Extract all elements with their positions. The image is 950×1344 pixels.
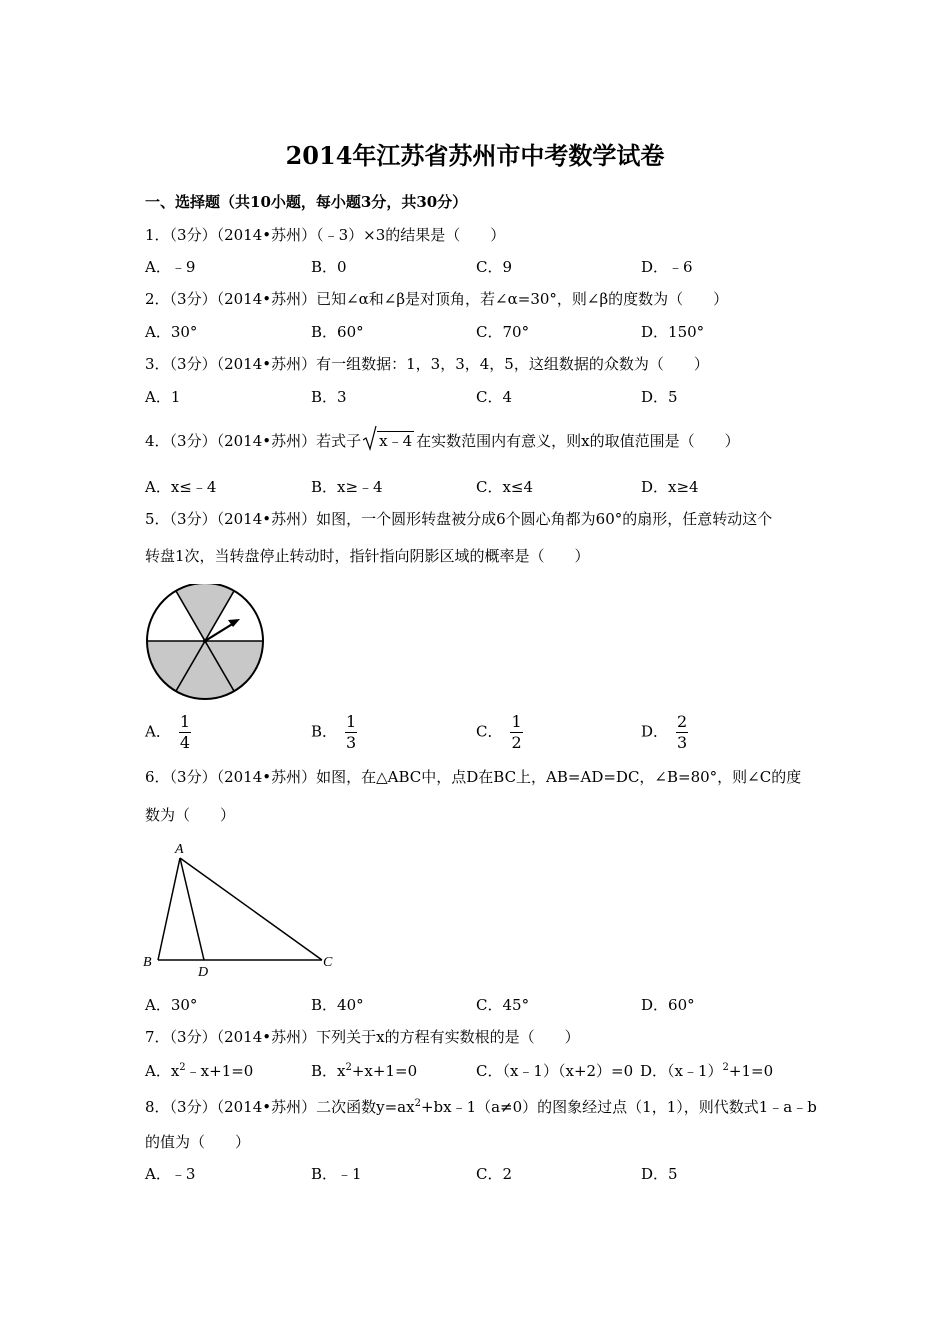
q1-option-b: B．0 (311, 258, 347, 276)
radical-sign-icon (363, 425, 377, 451)
q8-option-c: C．2 (476, 1165, 513, 1183)
question-7-text: 7．（3分）（2014•苏州）下列关于x的方程有实数根的是（ ） (145, 1028, 580, 1046)
q1-option-d: D．﹣6 (641, 258, 693, 276)
side-ab (158, 858, 180, 960)
question-8-line-1: 8．（3分）（2014•苏州）二次函数$y=ax^2+bx﹣1(a\ne 0)$的图象经过点（1，1），则代数式1﹣a﹣b (145, 1098, 817, 1116)
section-heading: 一、选择题（共10小题，每小题3分，共30分） (145, 193, 468, 211)
q6-option-c: C．45° (476, 996, 530, 1014)
q4-radicand: x﹣4 (379, 432, 413, 450)
question-5-line-2: 转盘1次，当转盘停止转动时，指针指向阴影区域的概率是（ ） (145, 547, 590, 565)
q5-option-b: B． $\frac{1}{3}$ (311, 712, 357, 752)
q2-option-d: D．150° (641, 323, 705, 341)
q7-option-b: B．$x^2+x+1=0$ (311, 1062, 418, 1080)
q6-option-b: B．40° (311, 996, 364, 1014)
q4-option-c: C．x≤4 (476, 478, 534, 496)
q4-option-d: D．x≥4 (641, 478, 699, 496)
q5-option-d-fraction: $\frac{2}{3}$ (677, 712, 688, 752)
spinner-shaded-top (176, 584, 234, 641)
q5-option-a-fraction: $\frac{1}{4}$ (179, 712, 191, 752)
question-3-text: 3．（3分）（2014•苏州）有一组数据：1，3，3，4，5，这组数据的众数为（ ） (145, 355, 709, 373)
vertex-label-d: D (198, 965, 209, 980)
q2-option-a: A．30° (145, 323, 198, 341)
q5-option-c-fraction: $\frac{1}{2}$ (511, 712, 522, 752)
q3-option-d: D．5 (641, 388, 678, 406)
q6-option-a: A．30° (145, 996, 198, 1014)
question-2-text: 2．（3分）（2014•苏州）已知∠α和∠β是对顶角，若∠α=30°，则∠β的度数为（ ） (145, 290, 729, 308)
page-title: 2014年江苏省苏州市中考数学试卷 (285, 141, 665, 170)
q5-option-d: D． $\frac{2}{3}$ (641, 712, 688, 752)
question-5-line-1: 5．（3分）（2014•苏州）如图，一个圆形转盘被分成6个圆心角都为60°的扇形，任意转动这个 (145, 510, 773, 528)
question-6-line-1: 6．（3分）（2014•苏州）如图，在△ABC中，点D在BC上，AB=AD=DC，∠B=80°，则∠C的度 (145, 768, 802, 786)
q6-option-d: D．60° (641, 996, 695, 1014)
vertex-label-b: B (143, 955, 152, 970)
question-8-line-2: 的值为（ ） (145, 1133, 251, 1151)
q5-option-c: C． $\frac{1}{2}$ (476, 712, 522, 752)
q3-option-c: C．4 (476, 388, 513, 406)
spinner-diagram (144, 584, 266, 700)
q7-option-a: A．$x^2﹣x+1=0$ (145, 1062, 254, 1080)
question-6-line-2: 数为（ ） (145, 806, 236, 824)
q4-option-b: B．x≥﹣4 (311, 478, 383, 496)
square-root-expression (363, 431, 414, 451)
triangle-diagram (140, 838, 340, 980)
spinner-shaded-bottom (147, 641, 263, 699)
q7-option-d: D．（x﹣1）$^2$+1=0 (640, 1062, 774, 1080)
vertex-label-a: A (175, 842, 184, 857)
question-1-text: 1．（3分）（2014•苏州）（﹣3）×3的结果是（ ） (145, 226, 506, 244)
q8-option-b: B．﹣1 (311, 1165, 362, 1183)
question-4-text (145, 431, 740, 451)
q5-option-a: A． $\frac{1}{4}$ (145, 712, 191, 752)
q4-option-a: A．x≤﹣4 (145, 478, 217, 496)
q2-option-c: C．70° (476, 323, 530, 341)
q8-option-d: D．5 (641, 1165, 678, 1183)
q1-option-a: A．﹣9 (145, 258, 196, 276)
side-ac (180, 858, 322, 960)
vertex-label-c: C (323, 955, 333, 970)
q8-option-a: A．﹣3 (145, 1165, 196, 1183)
q7-option-c: C．（x﹣1）（x+2）=0 (476, 1062, 634, 1080)
q4-text-before: 4．（3分）（2014•苏州）若式子 (145, 432, 362, 450)
q5-option-b-fraction: $\frac{1}{3}$ (346, 712, 357, 752)
q4-text-after: 在实数范围内有意义，则x的取值范围是（ ） (416, 432, 740, 450)
q3-option-b: B．3 (311, 388, 347, 406)
q2-option-b: B．60° (311, 323, 364, 341)
q1-option-c: C．9 (476, 258, 513, 276)
spinner-center (203, 639, 207, 643)
q3-option-a: A．1 (145, 388, 181, 406)
